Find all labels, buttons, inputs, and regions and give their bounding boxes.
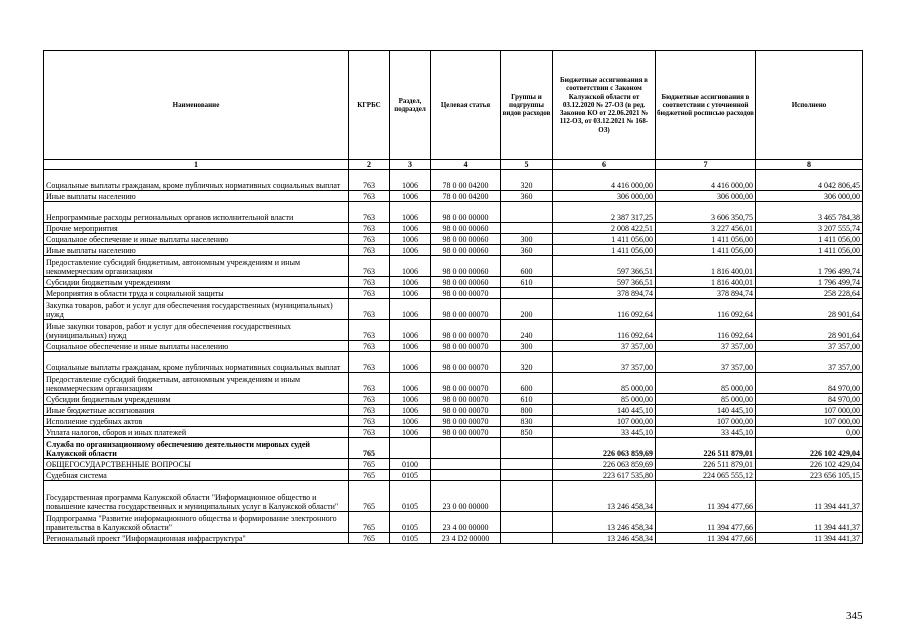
row-executed: 4 042 806,45	[756, 170, 863, 191]
table-row	[44, 245, 863, 256]
row-budget-law: 4 416 000,00	[553, 170, 656, 191]
row-budget-law: 378 894,74	[553, 288, 656, 299]
table-row	[44, 256, 863, 277]
row-budget-refined: 85 000,00	[656, 394, 756, 405]
row-budget-refined: 116 092,64	[656, 299, 756, 320]
row-name: Мероприятия в области труда и социальной защиты	[44, 288, 349, 299]
column-number: 5	[501, 160, 553, 170]
row-name: Субсидии бюджетным учреждениям	[44, 277, 349, 288]
row-kgrbs: 763	[349, 416, 390, 427]
row-kgrbs: 763	[349, 223, 390, 234]
row-group: 830	[501, 416, 553, 427]
row-kgrbs: 763	[349, 405, 390, 416]
row-name: Социальное обеспечение и иные выплаты населению	[44, 234, 349, 245]
row-budget-law: 1 411 056,00	[553, 234, 656, 245]
row-name: Иные закупки товаров, работ и услуг для обеспечения государственных (муниципальных) нужд	[44, 320, 349, 341]
table-row	[44, 459, 863, 470]
row-group	[501, 533, 553, 544]
row-budget-refined: 378 894,74	[656, 288, 756, 299]
table-row	[44, 533, 863, 544]
row-executed: 11 394 441,37	[756, 533, 863, 544]
row-name: ОБЩЕГОСУДАРСТВЕННЫЕ ВОПРОСЫ	[44, 459, 349, 470]
row-budget-refined: 1 411 056,00	[656, 245, 756, 256]
row-budget-law: 85 000,00	[553, 394, 656, 405]
row-name: Судебная система	[44, 470, 349, 481]
row-name: Региональный проект "Информационная инфраструктура"	[44, 533, 349, 544]
row-kgrbs: 763	[349, 394, 390, 405]
table-row	[44, 341, 863, 352]
row-target: 98 0 00 00060	[431, 256, 501, 277]
row-target: 98 0 00 00070	[431, 320, 501, 341]
row-target: 98 0 00 00070	[431, 405, 501, 416]
table-row	[44, 223, 863, 234]
row-kgrbs: 763	[349, 352, 390, 373]
header-target: Целевая статья	[431, 51, 501, 160]
row-target: 98 0 00 00060	[431, 245, 501, 256]
row-name: Иные бюджетные ассигнования	[44, 405, 349, 416]
row-group: 610	[501, 394, 553, 405]
row-section: 1006	[390, 352, 431, 373]
table-row	[44, 352, 863, 373]
row-budget-law: 1 411 056,00	[553, 245, 656, 256]
row-group: 600	[501, 256, 553, 277]
row-kgrbs: 763	[349, 245, 390, 256]
row-budget-law: 37 357,00	[553, 352, 656, 373]
row-budget-refined: 11 394 477,66	[656, 481, 756, 512]
row-budget-refined: 306 000,00	[656, 191, 756, 202]
row-executed: 306 000,00	[756, 191, 863, 202]
row-target	[431, 459, 501, 470]
row-name: Уплата налогов, сборов и иных платежей	[44, 427, 349, 438]
row-name: Социальные выплаты гражданам, кроме публичных нормативных социальных выплат	[44, 170, 349, 191]
row-budget-refined: 1 816 400,01	[656, 256, 756, 277]
row-executed: 226 102 429,04	[756, 438, 863, 459]
row-target	[431, 438, 501, 459]
table-row	[44, 191, 863, 202]
row-target: 98 0 00 00070	[431, 427, 501, 438]
row-section: 0105	[390, 533, 431, 544]
row-budget-law: 306 000,00	[553, 191, 656, 202]
row-section: 1006	[390, 320, 431, 341]
row-group: 240	[501, 320, 553, 341]
row-kgrbs: 763	[349, 288, 390, 299]
table-row	[44, 512, 863, 533]
row-executed: 107 000,00	[756, 416, 863, 427]
row-group: 300	[501, 234, 553, 245]
row-section: 1006	[390, 202, 431, 223]
row-kgrbs: 763	[349, 256, 390, 277]
row-budget-law: 140 445,10	[553, 405, 656, 416]
row-section: 1006	[390, 394, 431, 405]
column-number: 1	[44, 160, 349, 170]
row-budget-law: 107 000,00	[553, 416, 656, 427]
row-budget-refined: 3 227 456,01	[656, 223, 756, 234]
row-kgrbs: 763	[349, 427, 390, 438]
row-name: Подпрограмма "Развитие информационного общества и формирование электронного правительства в Калужской области"	[44, 512, 349, 533]
row-executed: 37 357,00	[756, 352, 863, 373]
row-name: Государственная программа Калужской области "Информационное общество и повышение качества государственных и муниципальных услуг в Калужской области"	[44, 481, 349, 512]
row-budget-law: 13 246 458,34	[553, 512, 656, 533]
table-row	[44, 394, 863, 405]
table-row	[44, 277, 863, 288]
row-budget-law: 116 092,64	[553, 320, 656, 341]
table-row	[44, 427, 863, 438]
row-group: 360	[501, 191, 553, 202]
row-budget-refined: 85 000,00	[656, 373, 756, 394]
table-row	[44, 202, 863, 223]
row-budget-refined: 37 357,00	[656, 352, 756, 373]
row-group: 200	[501, 299, 553, 320]
row-executed: 37 357,00	[756, 341, 863, 352]
row-name: Социальные выплаты гражданам, кроме публичных нормативных социальных выплат	[44, 352, 349, 373]
row-section	[390, 438, 431, 459]
row-budget-law: 2 387 317,25	[553, 202, 656, 223]
column-number: 2	[349, 160, 390, 170]
row-executed: 28 901,64	[756, 299, 863, 320]
row-group	[501, 438, 553, 459]
table-row	[44, 299, 863, 320]
row-kgrbs: 765	[349, 438, 390, 459]
header-budget-refined: Бюджетные ассигнования в соответствии с уточненной бюджетной росписью расходов	[656, 51, 756, 160]
row-kgrbs: 763	[349, 202, 390, 223]
row-executed: 223 656 105,15	[756, 470, 863, 481]
header-section: Раздел, подраздел	[390, 51, 431, 160]
row-executed: 258 228,64	[756, 288, 863, 299]
row-budget-law: 597 366,51	[553, 277, 656, 288]
row-target: 98 0 00 00070	[431, 299, 501, 320]
row-section: 1006	[390, 373, 431, 394]
header-group: Группы и подгруппы видов расходов	[501, 51, 553, 160]
table-row	[44, 416, 863, 427]
row-executed: 107 000,00	[756, 405, 863, 416]
row-section: 1006	[390, 416, 431, 427]
row-target: 23 0 00 00000	[431, 481, 501, 512]
column-number: 4	[431, 160, 501, 170]
row-budget-law: 2 008 422,51	[553, 223, 656, 234]
row-executed: 1 411 056,00	[756, 245, 863, 256]
row-kgrbs: 763	[349, 170, 390, 191]
header-row	[44, 51, 863, 160]
row-group: 800	[501, 405, 553, 416]
row-section: 1006	[390, 405, 431, 416]
row-name: Непрограммные расходы региональных органов исполнительной власти	[44, 202, 349, 223]
header-budget-law: Бюджетные ассигнования в соответствии с Законом Калужской области от 03.12.2020 № 27-ОЗ (в ред. Законов КО от 22.06.2021 № 112-ОЗ, от 03.12.2021 № 168-ОЗ)	[553, 51, 656, 160]
row-name: Исполнение судебных актов	[44, 416, 349, 427]
row-name: Предоставление субсидий бюджетным, автономным учреждениям и иным некоммерческим организациям	[44, 256, 349, 277]
row-group: 320	[501, 170, 553, 191]
row-budget-law: 37 357,00	[553, 341, 656, 352]
row-name: Прочие мероприятия	[44, 223, 349, 234]
row-target: 98 0 00 00000	[431, 202, 501, 223]
table-row	[44, 373, 863, 394]
header-name: Наименование	[44, 51, 349, 160]
row-kgrbs: 763	[349, 299, 390, 320]
row-target: 98 0 00 00070	[431, 394, 501, 405]
row-budget-refined: 226 511 879,01	[656, 438, 756, 459]
table-row	[44, 470, 863, 481]
row-group	[501, 470, 553, 481]
row-group: 360	[501, 245, 553, 256]
column-number-row	[44, 160, 863, 170]
row-section: 0105	[390, 481, 431, 512]
row-group: 850	[501, 427, 553, 438]
row-target: 98 0 00 00070	[431, 373, 501, 394]
row-section: 1006	[390, 427, 431, 438]
row-name: Иные выплаты населению	[44, 245, 349, 256]
row-group	[501, 512, 553, 533]
budget-table	[43, 50, 863, 544]
row-section: 1006	[390, 277, 431, 288]
row-group	[501, 459, 553, 470]
row-section: 1006	[390, 341, 431, 352]
row-executed: 28 901,64	[756, 320, 863, 341]
row-target: 98 0 00 00060	[431, 223, 501, 234]
row-target: 98 0 00 00060	[431, 277, 501, 288]
table-row	[44, 288, 863, 299]
row-kgrbs: 763	[349, 191, 390, 202]
row-executed: 3 207 555,74	[756, 223, 863, 234]
table-row	[44, 481, 863, 512]
row-budget-refined: 107 000,00	[656, 416, 756, 427]
row-group	[501, 481, 553, 512]
row-kgrbs: 763	[349, 320, 390, 341]
row-executed: 1 411 056,00	[756, 234, 863, 245]
row-budget-law: 13 246 458,34	[553, 481, 656, 512]
row-budget-law: 116 092,64	[553, 299, 656, 320]
row-section: 1006	[390, 299, 431, 320]
row-section: 1006	[390, 234, 431, 245]
row-budget-refined: 37 357,00	[656, 341, 756, 352]
column-number: 8	[756, 160, 863, 170]
column-number: 6	[553, 160, 656, 170]
row-budget-refined: 3 606 350,75	[656, 202, 756, 223]
row-target: 78 0 00 04200	[431, 191, 501, 202]
row-section: 1006	[390, 170, 431, 191]
row-budget-law: 13 246 458,34	[553, 533, 656, 544]
page-number: 345	[846, 610, 863, 622]
row-group: 600	[501, 373, 553, 394]
header-kgrbs: КГРБС	[349, 51, 390, 160]
row-budget-refined: 4 416 000,00	[656, 170, 756, 191]
row-budget-law: 597 366,51	[553, 256, 656, 277]
row-kgrbs: 763	[349, 234, 390, 245]
row-budget-law: 226 063 859,69	[553, 459, 656, 470]
row-target	[431, 470, 501, 481]
row-section: 1006	[390, 245, 431, 256]
table-row	[44, 438, 863, 459]
row-executed: 3 465 784,38	[756, 202, 863, 223]
row-budget-refined: 1 816 400,01	[656, 277, 756, 288]
row-budget-refined: 1 411 056,00	[656, 234, 756, 245]
row-target: 98 0 00 00070	[431, 352, 501, 373]
row-budget-law: 226 063 859,69	[553, 438, 656, 459]
row-section: 0105	[390, 470, 431, 481]
row-name: Закупка товаров, работ и услуг для обеспечения государственных (муниципальных) нужд	[44, 299, 349, 320]
row-target: 23 4 00 00000	[431, 512, 501, 533]
row-group	[501, 202, 553, 223]
row-kgrbs: 763	[349, 341, 390, 352]
row-budget-law: 33 445,10	[553, 427, 656, 438]
table-row	[44, 234, 863, 245]
row-executed: 11 394 441,37	[756, 481, 863, 512]
row-target: 98 0 00 00070	[431, 288, 501, 299]
row-target: 98 0 00 00070	[431, 416, 501, 427]
row-section: 1006	[390, 256, 431, 277]
row-executed: 84 970,00	[756, 394, 863, 405]
row-budget-refined: 226 511 879,01	[656, 459, 756, 470]
row-name: Предоставление субсидий бюджетным, автономным учреждениям и иным некоммерческим организациям	[44, 373, 349, 394]
row-executed: 1 796 499,74	[756, 277, 863, 288]
row-kgrbs: 765	[349, 459, 390, 470]
row-executed: 0,00	[756, 427, 863, 438]
row-name: Иные выплаты населению	[44, 191, 349, 202]
row-budget-law: 223 617 535,80	[553, 470, 656, 481]
row-budget-law: 85 000,00	[553, 373, 656, 394]
row-target: 98 0 00 00070	[431, 341, 501, 352]
row-executed: 84 970,00	[756, 373, 863, 394]
row-kgrbs: 763	[349, 277, 390, 288]
column-number: 7	[656, 160, 756, 170]
row-section: 1006	[390, 288, 431, 299]
header-executed: Исполнено	[756, 51, 863, 160]
row-budget-refined: 116 092,64	[656, 320, 756, 341]
row-group: 610	[501, 277, 553, 288]
row-target: 23 4 D2 00000	[431, 533, 501, 544]
row-section: 0100	[390, 459, 431, 470]
row-name: Субсидии бюджетным учреждениям	[44, 394, 349, 405]
row-budget-refined: 11 394 477,66	[656, 533, 756, 544]
row-budget-refined: 140 445,10	[656, 405, 756, 416]
table-row	[44, 405, 863, 416]
row-target: 78 0 00 04200	[431, 170, 501, 191]
row-executed: 1 796 499,74	[756, 256, 863, 277]
table-row	[44, 320, 863, 341]
row-group	[501, 288, 553, 299]
row-name: Служба по организационному обеспечению деятельности мировых судей Калужской области	[44, 438, 349, 459]
row-kgrbs: 765	[349, 481, 390, 512]
row-name: Социальное обеспечение и иные выплаты населению	[44, 341, 349, 352]
row-section: 0105	[390, 512, 431, 533]
row-group: 320	[501, 352, 553, 373]
row-section: 1006	[390, 191, 431, 202]
row-budget-refined: 33 445,10	[656, 427, 756, 438]
row-kgrbs: 763	[349, 373, 390, 394]
row-executed: 226 102 429,04	[756, 459, 863, 470]
row-target: 98 0 00 00060	[431, 234, 501, 245]
row-section: 1006	[390, 223, 431, 234]
row-kgrbs: 765	[349, 512, 390, 533]
column-number: 3	[390, 160, 431, 170]
row-executed: 11 394 441,37	[756, 512, 863, 533]
row-kgrbs: 765	[349, 470, 390, 481]
row-kgrbs: 765	[349, 533, 390, 544]
row-group	[501, 223, 553, 234]
row-group: 300	[501, 341, 553, 352]
row-budget-refined: 224 065 555,12	[656, 470, 756, 481]
table-row	[44, 170, 863, 191]
row-budget-refined: 11 394 477,66	[656, 512, 756, 533]
